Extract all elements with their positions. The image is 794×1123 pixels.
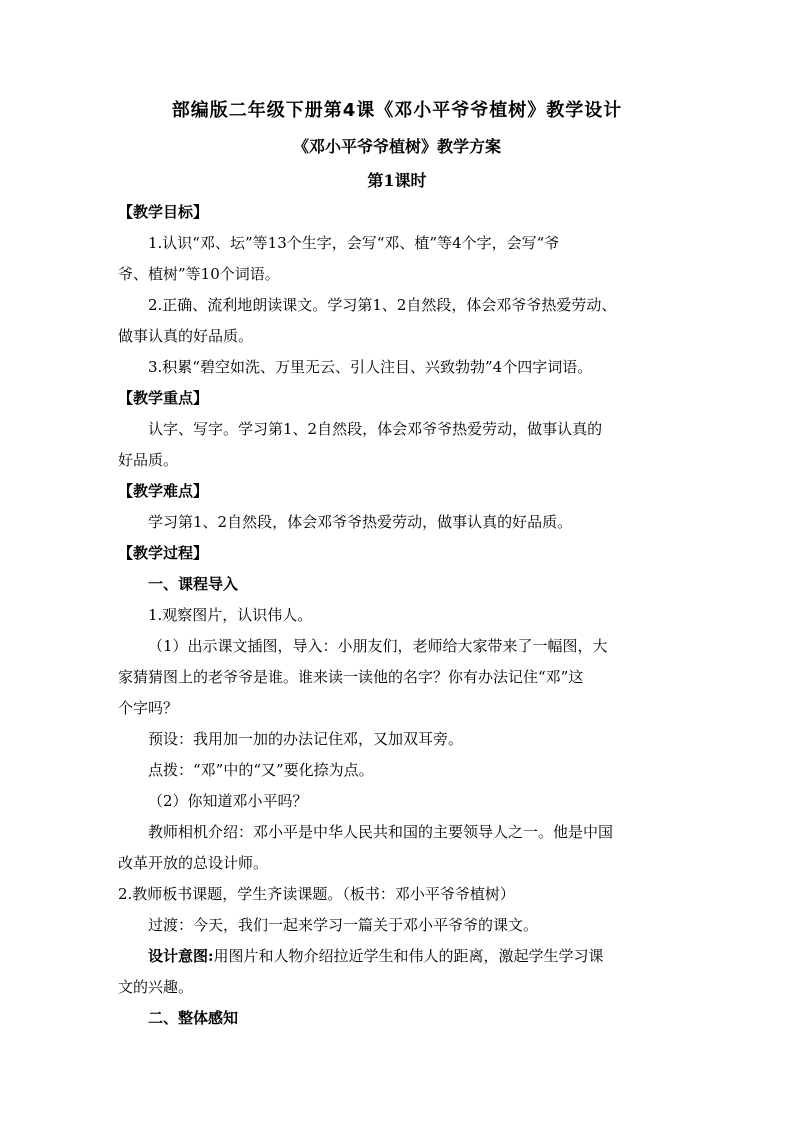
part-1-intro-line-1: 教师相机介绍：邓小平是中华人民共和国的主要领导人之一。他是中国 bbox=[148, 823, 614, 841]
document-body bbox=[118, 197, 678, 1034]
section-heading-difficulty: 【教学难点】 bbox=[118, 482, 209, 500]
difficulty-line-1: 学习第1、2自然段，体会邓爷爷热爱劳动，做事认真的好品质。 bbox=[148, 513, 573, 531]
part-1-sub-2: （2）你知道邓小平吗？ bbox=[148, 792, 308, 810]
design-intent-line-1 bbox=[118, 941, 678, 972]
part-1-preset: 预设：我用加一加的办法记住邓，又加双耳旁。 bbox=[148, 730, 464, 748]
part-1-transition: 过渡：今天，我们一起来学习一篇关于邓小平爷爷的课文。 bbox=[148, 916, 539, 934]
goal-2-line-1: 2.正确、流利地朗读课文。学习第1、2自然段，体会邓爷爷热爱劳动、 bbox=[148, 296, 617, 314]
design-intent-label: 设计意图: bbox=[148, 947, 214, 965]
part-1-hint: 点拨：“邓”中的“又”要化捺为点。 bbox=[148, 761, 374, 779]
part-1-intro-line-2: 改革开放的总设计师。 bbox=[118, 854, 269, 872]
key-points-line-1: 认字、写字。学习第1、2自然段，体会邓爷爷热爱劳动，做事认真的 bbox=[148, 420, 603, 438]
part-1-heading: 一、课程导入 bbox=[148, 575, 239, 593]
goal-3-line-1: 3.积累“碧空如洗、万里无云、引人注目、兴致勃勃”4个四字词语。 bbox=[148, 358, 593, 376]
part-1-sub-1-line-1: （1）出示课文插图，导入：小朋友们，老师给大家带来了一幅图，大 bbox=[148, 637, 608, 655]
part-1-step-1: 1.观察图片，认识伟人。 bbox=[148, 606, 313, 624]
goal-1-line-1: 1.认识“邓、坛”等13个生字，会写“邓、植”等4个字，会写“爷 bbox=[148, 234, 560, 252]
goal-2-line-2: 做事认真的好品质。 bbox=[118, 327, 254, 345]
lesson-time: 第1课时 bbox=[367, 171, 427, 190]
part-1-step-2: 2.教师板书课题，学生齐读课题。（板书：邓小平爷爷植树） bbox=[118, 885, 515, 903]
plan-title: 《邓小平爷爷植树》教学方案 bbox=[292, 137, 501, 156]
section-heading-key-points: 【教学重点】 bbox=[118, 389, 209, 407]
design-intent-line-2: 文的兴趣。 bbox=[118, 978, 194, 996]
goal-1-line-2: 爷、植树”等10个词语。 bbox=[118, 265, 280, 283]
document-title: 部编版二年级下册第4课《邓小平爷爷植树》教学设计 bbox=[171, 100, 623, 121]
design-intent-text: 用图片和人物介绍拉近学生和伟人的距离，激起学生学习课 bbox=[213, 947, 604, 965]
key-points-line-2: 好品质。 bbox=[118, 451, 179, 469]
part-1-sub-1-line-3: 个字吗？ bbox=[118, 699, 179, 717]
part-1-sub-1-line-2: 家猜猜图上的老爷爷是谁。谁来读一读他的名字？你有办法记住“邓”这 bbox=[118, 668, 584, 686]
section-heading-process: 【教学过程】 bbox=[118, 544, 209, 562]
section-heading-goals: 【教学目标】 bbox=[118, 203, 209, 221]
part-2-heading: 二、整体感知 bbox=[148, 1009, 239, 1027]
